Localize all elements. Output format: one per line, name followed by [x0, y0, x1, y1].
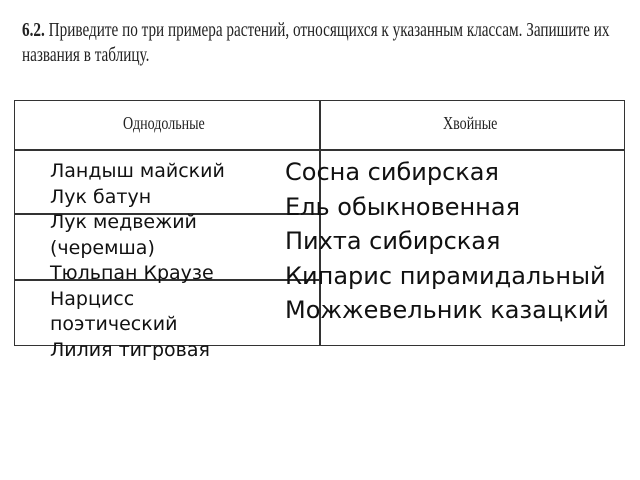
- task-line-2: названия в таблицу.: [22, 45, 150, 66]
- list-item: Лук батун: [50, 185, 152, 208]
- task-line-1: [22, 18, 610, 43]
- task-text: [22, 18, 610, 68]
- list-item: Лук медвежий (черемша): [50, 211, 197, 259]
- table-header-divider: [14, 149, 625, 151]
- list-item: Лилия тигровая: [50, 338, 210, 361]
- task-line-1-text: Приведите по три примера растений, относящихся к указанным классам. Запишите их: [48, 20, 610, 41]
- list-item: Ландыш майский: [50, 160, 225, 182]
- list-item: Тюльпан Краузе: [50, 262, 214, 284]
- table-header-monocots: Однодольные: [123, 113, 205, 133]
- conifers-answer-list: [285, 155, 609, 328]
- monocots-answer-list: [50, 159, 290, 363]
- task-number: 6.2.: [22, 20, 45, 41]
- list-item: Кипарис пирамидальный: [285, 261, 606, 290]
- list-item: Сосна сибирская: [285, 158, 499, 186]
- table-header-conifers: Хвойные: [443, 113, 498, 133]
- list-item: Пихта сибирская: [285, 227, 501, 255]
- list-item: Нарцисс поэтический: [50, 287, 178, 335]
- list-item: Ель обыкновенная: [285, 192, 521, 221]
- list-item: Можжевельник казацкий: [285, 296, 609, 324]
